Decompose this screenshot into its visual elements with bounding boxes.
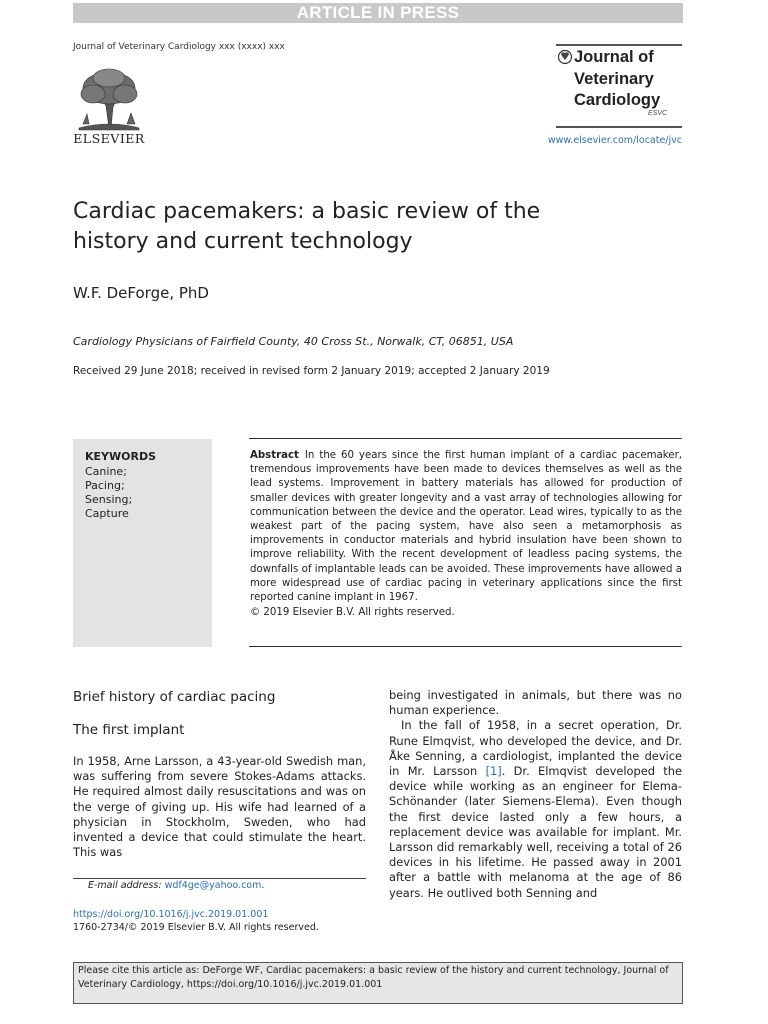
keyword-item: Canine; [85,465,127,478]
journal-url-link[interactable]: www.elsevier.com/locate/jvc [547,135,682,146]
journal-logo-esvc: ESVC [648,110,668,117]
body-paragraph [389,718,682,900]
subsection-heading: The first implant [73,722,185,738]
keyword-item: Capture [85,507,129,520]
abstract-label: Abstract [250,450,299,461]
keyword-item: Pacing; [85,479,125,492]
article-dates: Received 29 June 2018; received in revised form 2 January 2019; accepted 2 January 2019 [73,365,550,377]
article-author: W.F. DeForge, PhD [73,284,209,302]
keywords-heading: KEYWORDS [85,450,157,463]
body-text: . Dr. Elmqvist developed the device while working as an engineer for Elema-Schönander (later Siemens-Elema). Even though the first device lasted only a few hours, a replacement device was available for implant. Mr. Larsson did remarkably well, receiving a total of 26 devices in his lifetime. He passed away in 2001 after a battle with melanoma at the age of 86 years. He outlived both Senning and [389,764,682,900]
footnote-rule [73,878,366,879]
journal-citation-line: Journal of Veterinary Cardiology xxx (xxxx) xxx [73,42,285,52]
body-column-right [389,688,682,901]
journal-logo-line1: Journal of [574,48,654,66]
body-column-left [73,754,366,860]
citation-text: Please cite this article as: DeForge WF, Cardiac pacemakers: a basic review of the history and current technology, Journal of Veterinary Cardiology, https://doi.org/10.1016/j.jvc.2019.01.001 [78,965,669,990]
journal-logo-line2: Veterinary [574,70,654,88]
journal-emblem-icon [557,49,573,65]
journal-logo-line3: Cardiology [574,91,661,109]
abstract-text: In the 60 years since the first human implant of a cardiac pacemaker, tremendous improvements have been made to devices themselves as well as the lead systems. Improvement in battery materials has allowed for production of smaller devices with greater longevity and a vast array of technologies allowing for communication between the device and the operator. Lead wires, typically to as the weakest part of the pacing system, have also seen a metamorphosis as improvements in conductor materials and hybrid insulation have been shown to improve reliability. With the recent development of leadless pacing systems, the downfalls of implantable leads can be avoided. These improvements have allowed a more widespread use of cardiac pacing in veterinary applications since the first reported canine implant in 1967. [250,450,682,604]
email-period: . [261,880,265,891]
elsevier-wordmark: ELSEVIER [73,131,145,146]
abstract-copyright: © 2019 Elsevier B.V. All rights reserved. [250,607,455,618]
abstract-bottom-rule [249,646,682,647]
author-affiliation: Cardiology Physicians of Fairfield County, 40 Cross St., Norwalk, CT, 06851, USA [73,335,514,348]
abstract-block [250,449,682,605]
reference-link[interactable]: [1] [485,764,502,779]
issn-line: 1760-2734/© 2019 Elsevier B.V. All rights reserved. [73,922,319,933]
body-paragraph: being investigated in animals, but there was no human experience. [389,688,682,718]
keyword-item: Sensing; [85,493,133,506]
article-title [73,197,633,257]
article-in-press-text: ARTICLE IN PRESS [296,3,460,22]
author-email-footnote [88,880,264,891]
email-label: E-mail address: [88,880,162,891]
doi-link[interactable]: https://doi.org/10.1016/j.jvc.2019.01.001 [73,909,269,920]
body-text: In the fall of 1958, in a secret operation, Dr. Rune Elmqvist, who developed the device, and Dr. Åke Senning, a cardiologist, implanted the device in Mr. Larsson [389,718,682,779]
section-heading: Brief history of cardiac pacing [73,689,276,705]
article-title-line1: Cardiac pacemakers: a basic review of the [73,199,541,224]
article-title-line2: history and current technology [73,229,413,254]
abstract-top-rule [249,438,682,439]
body-paragraph: In 1958, Arne Larsson, a 43-year-old Swedish man, was suffering from severe Stokes-Adams attacks. He required almost daily resuscitations and was on the verge of giving up. His wife had learned of a physician in Stockholm, Sweden, who had invented a device that could stimulate the heart. This was [73,754,366,860]
email-link[interactable]: wdf4ge@yahoo.com [164,880,262,891]
